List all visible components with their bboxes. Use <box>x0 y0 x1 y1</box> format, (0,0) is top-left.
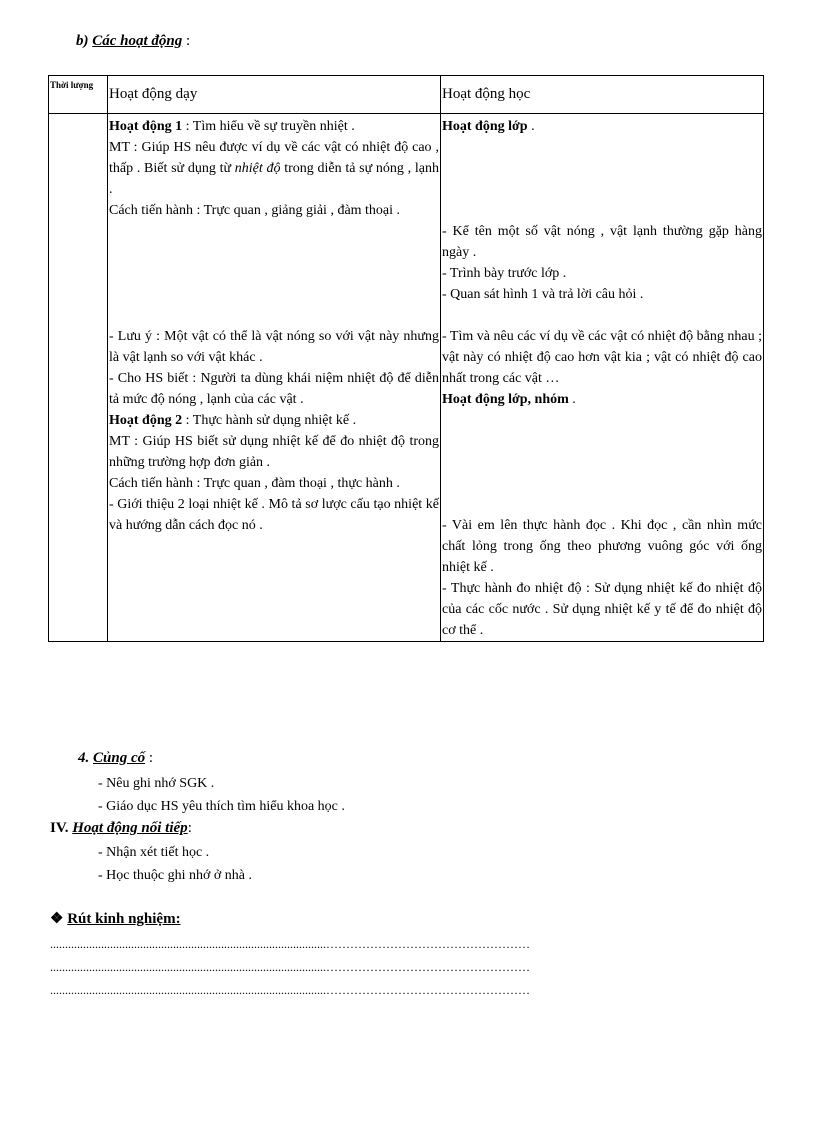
experience-line: ............................................................................................…………………………………………… <box>50 937 530 951</box>
section-prefix: b) <box>76 33 93 49</box>
consolidate-colon: : <box>145 750 154 766</box>
experience-line: ............................................................................................…………………………………………… <box>50 960 530 974</box>
table-header-row <box>49 76 764 114</box>
consolidate-number: 4. <box>78 750 93 766</box>
table-row <box>49 114 764 642</box>
experience-line: ............................................................................................…………………………………………… <box>50 983 530 997</box>
student-activity-2-heading <box>442 389 762 410</box>
note-1: - Lưu ý : Một vật có thể là vật nóng so với vật này nhưng là vật lạnh so với vật khác . <box>109 329 439 365</box>
activity-1-objective-emphasis: nhiệt độ <box>234 161 281 176</box>
experience-heading <box>50 909 181 928</box>
student-item-3: - Quan sát hình 1 và trả lời câu hỏi . <box>442 287 644 302</box>
list-item: - Học thuộc ghi nhớ ở nhà . <box>98 868 252 883</box>
activity-1-objective <box>109 137 439 200</box>
student-activity-1-dot: . <box>527 119 535 134</box>
activity-1-desc: : Tìm hiểu về sự truyền nhiệt . <box>182 119 355 134</box>
consolidate-heading <box>78 750 153 767</box>
time-cell <box>49 114 108 642</box>
activity-1-objective-text: MT : Giúp HS nêu được ví dụ về các vật có nhiệt độ cao , thấp . Biết sử dụng từ <box>109 140 439 176</box>
activity-2-intro: - Giới thiệu 2 loại nhiệt kế . Mô tả sơ lược cấu tạo nhiệt kế và hướng dẫn cách đọc nó . <box>109 497 439 533</box>
student-item-4: - Tìm và nêu các ví dụ về các vật có nhiệt độ bằng nhau ; vật này có nhiệt độ cao hơn vật kia ; vật có nhiệt độ cao nhất trong các vật … <box>442 329 762 386</box>
student-activity-1-title: Hoạt động lớp <box>442 119 528 134</box>
header-student: Hoạt động học <box>441 76 764 114</box>
activity-2-method: Cách tiến hành : Trực quan , đàm thoại , thực hành . <box>109 476 400 491</box>
student-cell <box>441 114 764 642</box>
list-item: - Giáo dục HS yêu thích tìm hiểu khoa học . <box>98 799 345 814</box>
section-heading <box>76 33 190 50</box>
student-item-5: - Vài em lên thực hành đọc . Khi đọc , cần nhìn mức chất lỏng trong ống theo phương vuông góc với ống nhiệt kế . <box>442 518 762 575</box>
experience-title: Rút kinh nghiệm: <box>67 911 181 927</box>
student-activity-2-dot: . <box>568 392 576 407</box>
consolidate-title: Củng cố <box>93 750 146 766</box>
consolidate-list <box>98 772 345 818</box>
student-activity-2-title: Hoạt động lớp, nhóm <box>442 392 569 407</box>
activity-2-objective: MT : Giúp HS biết sử dụng nhiệt kế để đo nhiệt độ trong những trường hợp đơn giản . <box>109 434 439 470</box>
activities-table <box>48 75 764 642</box>
note-2: - Cho HS biết : Người ta dùng khái niệm nhiệt độ để diễn tả mức độ nóng , lạnh của các vật . <box>109 371 439 407</box>
teacher-cell <box>108 114 441 642</box>
activity-2-title: Hoạt động 2 <box>109 413 183 428</box>
activity-1-heading <box>109 116 439 137</box>
diamond-bullet-icon: ❖ <box>50 911 68 927</box>
followup-heading <box>50 820 192 837</box>
activity-2-desc: : Thực hành sử dụng nhiệt kế . <box>182 413 357 428</box>
list-item: - Nêu ghi nhớ SGK . <box>98 776 215 791</box>
section-title: Các hoạt động <box>92 33 183 49</box>
student-item-1: - Kể tên một số vật nóng , vật lạnh thường gặp hàng ngày . <box>442 224 762 260</box>
student-item-2: - Trình bày trước lớp . <box>442 266 567 281</box>
activity-2-heading <box>109 410 439 431</box>
followup-list <box>98 841 252 887</box>
activity-1-method: Cách tiến hành : Trực quan , giảng giải , đàm thoại . <box>109 203 401 218</box>
activity-1-objective-end: trong diễn tả sự nóng , lạnh . <box>109 161 439 197</box>
header-teacher: Hoạt động dạy <box>108 76 441 114</box>
activity-1-title: Hoạt động 1 <box>109 119 183 134</box>
student-item-6: - Thực hành đo nhiệt độ : Sử dụng nhiệt kế đo nhiệt độ của các cốc nước . Sử dụng nhiệt kế y tế để đo nhiệt độ cơ thể . <box>442 581 762 638</box>
followup-colon: : <box>187 820 192 836</box>
section-colon: : <box>182 33 191 49</box>
followup-title: Hoạt động nối tiếp <box>72 820 188 836</box>
list-item: - Nhận xét tiết học . <box>98 845 210 860</box>
followup-number: IV. <box>50 820 73 836</box>
student-activity-1-heading <box>442 116 762 137</box>
header-time: Thời lượng <box>49 76 108 114</box>
